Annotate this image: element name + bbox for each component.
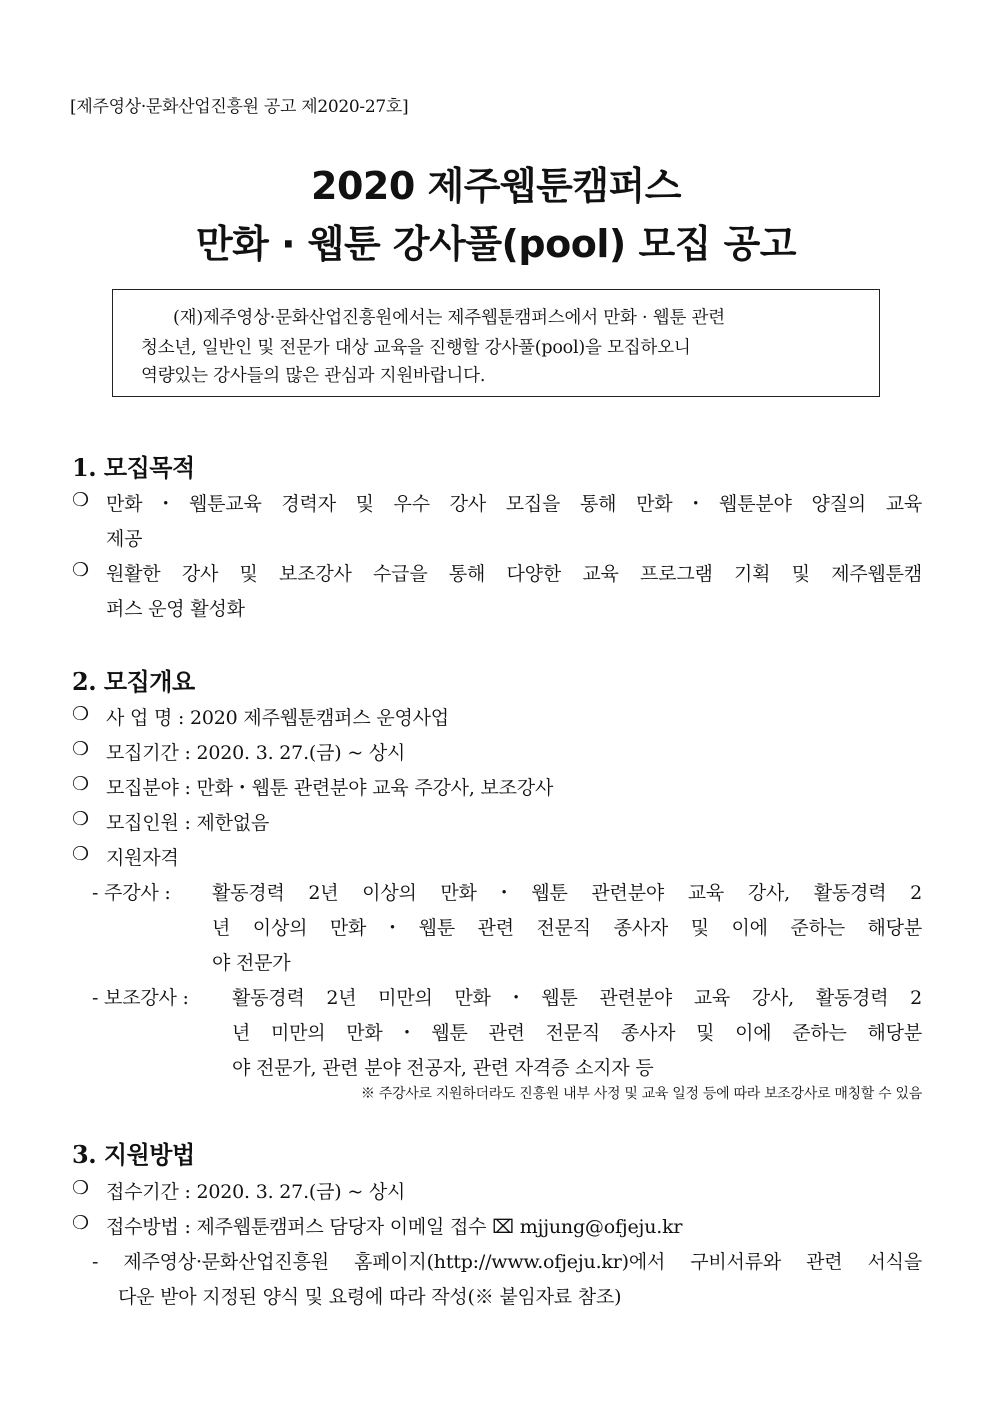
bullet-icon: ❍ <box>72 808 90 830</box>
purpose-item-1-line-1: 만화・웹툰교육 경력자 및 우수 강사 모집을 통해 만화・웹툰분야 양질의 교육 <box>106 493 922 515</box>
notice-number: [제주영상·문화산업진흥원 공고 제2020-27호] <box>70 97 409 117</box>
intro-line-2: 청소년, 일반인 및 전문가 대상 교육을 진행할 강사풀(pool)을 모집하오니 <box>141 338 691 358</box>
assistant-instructor-line-2: 년 미만의 만화・웹툰 관련 전문직 종사자 및 이에 준하는 해당분 <box>232 1022 922 1044</box>
application-period: 접수기간 : 2020. 3. 27.(금) ~ 상시 <box>106 1181 406 1203</box>
page-title-line1: 2020 제주웹툰캠퍼스 <box>311 164 681 208</box>
purpose-item-1-line-2: 제공 <box>106 528 143 550</box>
purpose-item-2-line-1: 원활한 강사 및 보조강사 수급을 통해 다양한 교육 프로그램 기획 및 제주웹툰캠 <box>106 563 922 585</box>
application-sub-line-1: - 제주영상·문화산업진흥원 홈페이지(http://www.ofjeju.kr)에서 구비서류와 관련 서식을 <box>92 1251 922 1273</box>
bullet-icon: ❍ <box>72 489 90 511</box>
assistant-instructor-label: - 보조강사 : <box>92 987 189 1009</box>
section-heading-application: 3. 지원방법 <box>72 1140 195 1169</box>
bullet-icon: ❍ <box>72 1212 90 1234</box>
bullet-icon: ❍ <box>72 1177 90 1199</box>
section-heading-purpose: 1. 모집목적 <box>72 453 195 482</box>
application-method: 접수방법 : 제주웹툰캠퍼스 담당자 이메일 접수 ⌧ mjjung@ofjeju.kr <box>106 1216 683 1238</box>
main-instructor-line-3: 야 전문가 <box>212 952 291 974</box>
overview-business-name: 사 업 명 : 2020 제주웹툰캠퍼스 운영사업 <box>106 707 449 729</box>
main-instructor-line-2: 년 이상의 만화・웹툰 관련 전문직 종사자 및 이에 준하는 해당분 <box>212 917 922 939</box>
main-instructor-label: - 주강사 : <box>92 882 171 904</box>
bullet-icon: ❍ <box>72 843 90 865</box>
bullet-icon: ❍ <box>72 773 90 795</box>
overview-qualification: 지원자격 <box>106 847 179 869</box>
purpose-item-2-line-2: 퍼스 운영 활성화 <box>106 598 245 620</box>
section-heading-overview: 2. 모집개요 <box>72 667 195 696</box>
assistant-instructor-line-3: 야 전문가, 관련 분야 전공자, 관련 자격증 소지자 등 <box>232 1057 654 1079</box>
assistant-instructor-line-1: 활동경력 2년 미만의 만화・웹툰 관련분야 교육 강사, 활동경력 2 <box>232 987 922 1009</box>
overview-period: 모집기간 : 2020. 3. 27.(금) ~ 상시 <box>106 742 406 764</box>
bullet-icon: ❍ <box>72 559 90 581</box>
qualification-note: ※ 주강사로 지원하더라도 진흥원 내부 사정 및 교육 일정 등에 따라 보조강사로 매칭할 수 있음 <box>360 1086 922 1102</box>
overview-field: 모집분야 : 만화・웹툰 관련분야 교육 주강사, 보조강사 <box>106 777 554 799</box>
page-title-line2: 만화 · 웹툰 강사풀(pool) 모집 공고 <box>195 222 797 266</box>
bullet-icon: ❍ <box>72 738 90 760</box>
intro-box <box>112 289 880 397</box>
main-instructor-line-1: 활동경력 2년 이상의 만화・웹툰 관련분야 교육 강사, 활동경력 2 <box>212 882 922 904</box>
intro-line-1: (재)제주영상·문화산업진흥원에서는 제주웹툰캠퍼스에서 만화 · 웹툰 관련 <box>173 308 725 328</box>
intro-line-3: 역량있는 강사들의 많은 관심과 지원바랍니다. <box>141 366 486 386</box>
bullet-icon: ❍ <box>72 703 90 725</box>
application-sub-line-2: 다운 받아 지정된 양식 및 요령에 따라 작성(※ 붙임자료 참조) <box>118 1286 622 1308</box>
overview-headcount: 모집인원 : 제한없음 <box>106 812 270 834</box>
